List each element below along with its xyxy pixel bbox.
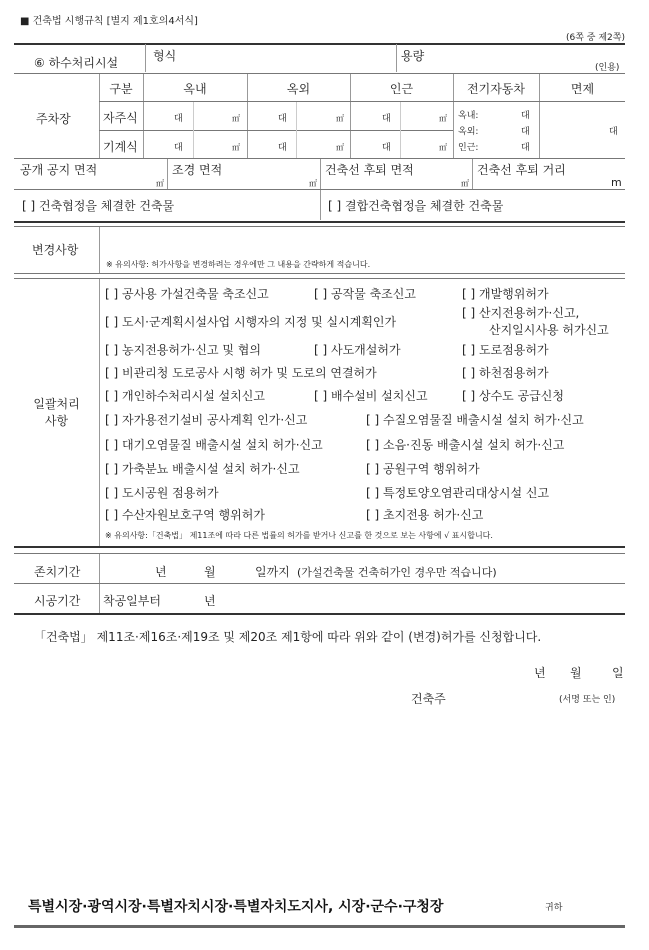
bulk-item-electric[interactable]: [ ] 자가용전기설비 공사계획 인가·신고 — [105, 413, 308, 427]
bulk-item-structure[interactable]: [ ] 공작물 축조신고 — [314, 287, 416, 301]
parking-header-ev: 전기자동차 — [467, 82, 525, 96]
recipient-suffix: 귀하 — [545, 903, 563, 913]
application-statement: 「건축법」 제11조·제16조·제19조 및 제20조 제1항에 따라 위와 같이 (변경)허가를 신청합니다. — [34, 630, 542, 644]
bulk-item-forest[interactable]: [ ] 산지전용허가·신고, — [462, 306, 580, 320]
duration-label: 존치기간 — [34, 565, 81, 579]
parking-row-self: 자주식 — [103, 111, 138, 125]
form-title: ■ 건축법 시행규칙 [별지 제1호의4서식] — [20, 16, 198, 27]
unit-dae: 대 — [174, 114, 183, 124]
parking-header-type: 구분 — [109, 82, 133, 96]
unit-m2: ㎡ — [232, 114, 240, 123]
divider — [145, 44, 146, 72]
changes-label: 변경사항 — [32, 243, 79, 257]
date-month: 월 — [570, 666, 582, 680]
ev-nearby-label: 인근: — [458, 143, 479, 153]
ev-outdoor-label: 옥외: — [458, 127, 479, 137]
divider — [14, 73, 625, 74]
unit-m2: ㎡ — [232, 143, 240, 152]
bulk-item-fisheries[interactable]: [ ] 수산자원보호구역 행위허가 — [105, 508, 265, 522]
divider — [14, 278, 625, 279]
date-year: 년 — [534, 666, 546, 680]
sewage-capacity-label: 용량 — [401, 49, 425, 63]
unit-m2: ㎡ — [336, 114, 344, 123]
bulk-item-water-pollution[interactable]: [ ] 수질오염물질 배출시설 설치 허가·신고 — [366, 413, 584, 427]
bulk-item-road-work[interactable]: [ ] 비관리청 도로공사 시행 허가 및 도로의 연결허가 — [105, 366, 377, 380]
changes-note: ※ 유의사항: 허가사항을 변경하려는 경우에만 그 내용을 간략하게 적습니다. — [106, 260, 371, 269]
combined-agreement-checkbox[interactable]: [ ] 결합건축협정을 체결한 건축물 — [328, 199, 504, 213]
divider — [320, 190, 321, 220]
page-indicator: (6쪽 중 제2쪽) — [566, 33, 625, 43]
area-landscape-unit: ㎡ — [309, 179, 317, 188]
bulk-item-grassland[interactable]: [ ] 초지전용 허가·신고 — [366, 508, 484, 522]
section-border — [14, 613, 625, 615]
divider — [400, 102, 401, 158]
section-border — [14, 221, 625, 223]
bulk-item-drainage[interactable]: [ ] 배수설비 설치신고 — [314, 389, 428, 403]
bulk-item-septic[interactable]: [ ] 개인하수처리시설 설치신고 — [105, 389, 265, 403]
divider — [14, 553, 625, 554]
divider — [193, 102, 194, 158]
date-day: 일 — [612, 666, 624, 680]
construction-year: 년 — [204, 594, 216, 608]
bulk-item-private-road[interactable]: [ ] 사도개설허가 — [314, 343, 401, 357]
area-setback-label: 건축선 후퇴 면적 — [325, 163, 414, 177]
divider — [99, 227, 100, 273]
divider — [167, 159, 168, 189]
construction-label: 시공기간 — [34, 594, 81, 608]
duration-until: 일까지 — [255, 565, 290, 579]
area-public-label: 공개 공지 면적 — [20, 163, 98, 177]
agreement-checkbox[interactable]: [ ] 건축협정을 체결한 건축물 — [22, 199, 175, 213]
exempt-unit: 대 — [609, 127, 618, 137]
unit-dae: 대 — [174, 143, 183, 153]
bulk-item-farmland[interactable]: [ ] 농지전용허가·신고 및 협의 — [105, 343, 261, 357]
bulk-item-temp-building[interactable]: [ ] 공사용 가설건축물 축조신고 — [105, 287, 269, 301]
bulk-item-noise[interactable]: [ ] 소음·진동 배출시설 설치 허가·신고 — [366, 438, 565, 452]
divider — [296, 102, 297, 158]
unit-dae: 대 — [278, 143, 287, 153]
recipient-title: 특별시장·광역시장·특별자치시장·특별자치도지사, 시장·군수·구청장 — [28, 899, 444, 915]
bulk-label-line2: 사항 — [44, 414, 69, 428]
divider — [472, 159, 473, 189]
parking-header-nearby: 인근 — [389, 82, 414, 96]
sewage-type-label: 형식 — [153, 49, 177, 63]
area-setback-distance-unit: m — [611, 176, 622, 189]
ev-indoor-label: 옥내: — [458, 111, 479, 121]
construction-start: 착공일부터 — [103, 594, 161, 608]
parking-header-outdoor: 옥외 — [286, 82, 311, 96]
bulk-label-line1: 일괄처리 — [33, 397, 80, 411]
applicant-label: 건축주 — [411, 692, 446, 706]
unit-dae: 대 — [278, 114, 287, 124]
bulk-item-forest-cont: 산지일시사용 허가신고 — [489, 323, 609, 337]
unit-dae: 대 — [521, 127, 530, 137]
parking-header-exempt: 면제 — [570, 82, 595, 96]
parking-row-mech: 기계식 — [103, 140, 138, 154]
bulk-item-park-zone[interactable]: [ ] 공원구역 행위허가 — [366, 462, 480, 476]
duration-year: 년 — [155, 565, 167, 579]
bulk-item-urban-park[interactable]: [ ] 도시공원 점용허가 — [105, 486, 219, 500]
divider — [14, 226, 625, 227]
unit-m2: ㎡ — [336, 143, 344, 152]
unit-m2: ㎡ — [439, 143, 447, 152]
unit-dae: 대 — [521, 143, 530, 153]
bulk-item-soil[interactable]: [ ] 특정토양오염관리대상시설 신고 — [366, 486, 550, 500]
bulk-item-road-occupancy[interactable]: [ ] 도로점용허가 — [462, 343, 549, 357]
unit-m2: ㎡ — [439, 114, 447, 123]
divider — [396, 44, 397, 72]
parking-header-indoor: 옥내 — [183, 82, 207, 96]
signature-label: (서명 또는 인) — [559, 695, 616, 705]
section-border — [14, 546, 625, 548]
divider — [14, 273, 625, 274]
divider — [99, 279, 100, 546]
bulk-item-development[interactable]: [ ] 개발행위허가 — [462, 287, 549, 301]
area-landscape-label: 조경 면적 — [172, 163, 223, 177]
sewage-unit: (인용) — [595, 63, 620, 73]
unit-dae: 대 — [521, 111, 530, 121]
duration-month: 월 — [204, 565, 216, 579]
sewage-label: ⑥ 하수처리시설 — [34, 56, 119, 70]
bulk-item-river[interactable]: [ ] 하천점용허가 — [462, 366, 549, 380]
bulk-item-water-supply[interactable]: [ ] 상수도 공급신청 — [462, 389, 564, 403]
unit-dae: 대 — [382, 114, 391, 124]
bulk-item-urban-plan[interactable]: [ ] 도시·군계획시설사업 시행자의 지정 및 실시계획인가 — [105, 315, 397, 329]
parking-label: 주차장 — [36, 112, 71, 126]
bulk-note: ※ 유의사항:「건축법」 제11조에 따라 다른 법률의 허가를 받거나 신고를 한 것으로 보는 사항에 √ 표시합니다. — [105, 531, 493, 540]
bottom-border — [14, 925, 625, 928]
divider — [99, 101, 625, 102]
area-setback-distance-label: 건축선 후퇴 거리 — [477, 163, 566, 177]
divider — [14, 583, 625, 584]
unit-dae: 대 — [382, 143, 391, 153]
top-border — [14, 43, 625, 45]
bulk-item-livestock[interactable]: [ ] 가축분뇨 배출시설 설치 허가·신고 — [105, 462, 300, 476]
area-public-unit: ㎡ — [156, 179, 164, 188]
duration-note: (가설건축물 건축허가인 경우만 적습니다) — [297, 566, 497, 579]
bulk-item-air-pollution[interactable]: [ ] 대기오염물질 배출시설 설치 허가·신고 — [105, 438, 323, 452]
divider — [320, 159, 321, 189]
area-setback-unit: ㎡ — [461, 179, 469, 188]
